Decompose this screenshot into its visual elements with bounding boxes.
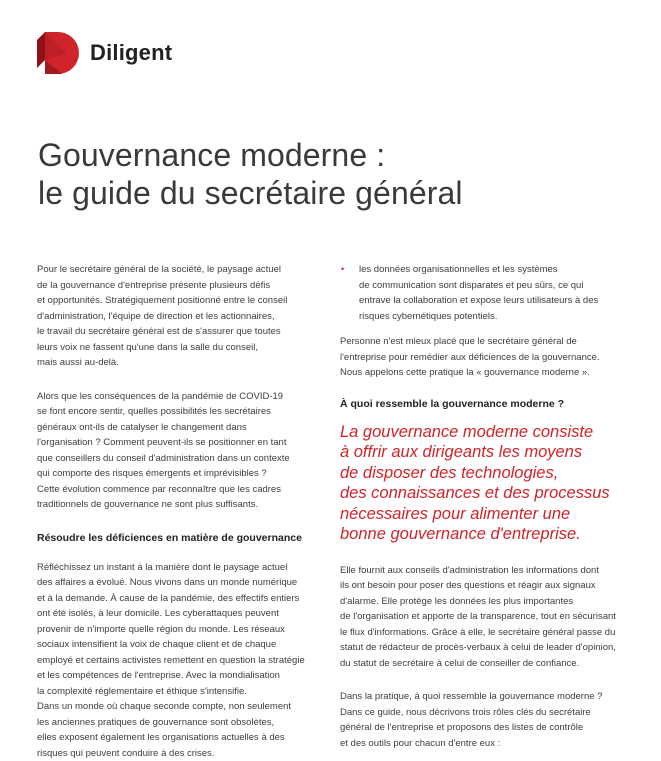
title-line: Gouvernance moderne : (38, 136, 463, 174)
text-line: généraux ont-ils de catalyser le changement dans (37, 420, 322, 436)
right-column (340, 262, 620, 751)
benefits-paragraph (340, 563, 620, 672)
page-title (38, 136, 463, 212)
text-line: sociaux intensifient la voix de chaque client et de chaque (37, 637, 322, 653)
text-line: de disposer des technologies, (340, 463, 620, 484)
pull-quote (340, 422, 620, 545)
text-line: nécessaires pour alimenter une (340, 504, 620, 525)
text-line: se font encore sentir, quelles possibilités les secrétaires (37, 404, 322, 420)
text-line: Pour le secrétaire général de la société, le paysage actuel (37, 262, 322, 278)
section-heading-modern-governance: À quoi ressemble la gouvernance moderne ? (340, 397, 620, 412)
left-column (37, 262, 322, 761)
text-line: la complexité réglementaire et éthique s'intensifie. (37, 684, 322, 700)
text-line: le travail du secrétaire général est de s'assurer que toutes (37, 324, 322, 340)
text-line: traditionnels de gouvernance ne sont plus suffisants. (37, 497, 322, 513)
text-line: du statut de secrétaire à celui de conseiller de confiance. (340, 656, 620, 672)
text-line: La gouvernance moderne consiste (340, 422, 620, 443)
text-line: l'entreprise pour remédier aux déficiences de la gouvernance. (340, 350, 620, 366)
brand-logo (37, 30, 172, 76)
text-line: employé et certains activistes remettent en question la stratégie (37, 653, 322, 669)
text-line: d'administration, l'équipe de direction et les actionnaires, (37, 309, 322, 325)
text-line: qui comporte des risques émergents et imprévisibles ? (37, 466, 322, 482)
text-line: Dans ce guide, nous décrivons trois rôles clés du secrétaire (340, 705, 620, 721)
text-line: de l'organisation et apporte de la transparence, tout en sécurisant (340, 609, 620, 625)
text-line: de communication sont disparates et peu sûrs, ce qui (359, 278, 620, 294)
text-line: et des outils pour chacun d'entre eux : (340, 736, 620, 752)
text-line: Personne n'est mieux placé que le secrétaire général de (340, 334, 620, 350)
section-heading-deficiencies: Résoudre les déficiences en matière de gouvernance (37, 531, 322, 546)
text-line: ont été isolés, à leur domicile. Les cyberattaques peuvent (37, 606, 322, 622)
text-line: risques qui peuvent conduire à des crises. (37, 746, 322, 761)
text-line: leurs voix ne fassent qu'une dans la salle du conseil, (37, 340, 322, 356)
text-line: des affaires a évolué. Nous vivons dans un monde numérique (37, 575, 322, 591)
text-line: que conseillers du conseil d'administration dans un contexte (37, 451, 322, 467)
text-line: des connaissances et des processus (340, 483, 620, 504)
guide-intro-paragraph (340, 689, 620, 751)
text-line: les données organisationnelles et les systèmes (359, 262, 620, 278)
intro-paragraph (37, 262, 322, 371)
text-line: le flux d'informations. Grâce à elle, le secrétaire général passe du (340, 625, 620, 641)
text-line: mais aussi au-delà. (37, 355, 322, 371)
text-line: et opportunités. Stratégiquement positionné entre le conseil (37, 293, 322, 309)
text-line: ils ont besoin pour poser des questions et réagir aux signaux (340, 578, 620, 594)
text-line: statut de rédacteur de procès-verbaux à celui de leader d'opinion, (340, 640, 620, 656)
covid-paragraph (37, 389, 322, 513)
bullet-icon: • (341, 262, 344, 278)
text-line: Elle fournit aux conseils d'administration les informations dont (340, 563, 620, 579)
text-line: risques cybernétiques potentiels. (359, 309, 620, 325)
text-line: les anciennes pratiques de gouvernance sont obsolètes, (37, 715, 322, 731)
text-line: Réfléchissez un instant à la manière dont le paysage actuel (37, 560, 322, 576)
text-line: d'alarme. Elle protège les données les plus importantes (340, 594, 620, 610)
text-line: Dans la pratique, à quoi ressemble la gouvernance moderne ? (340, 689, 620, 705)
text-line: entrave la collaboration et expose leurs utilisateurs à des (359, 293, 620, 309)
text-line: et à la demande. À cause de la pandémie, des effectifs entiers (37, 591, 322, 607)
modern-governance-paragraph (340, 334, 620, 381)
text-line: et les compétences de l'entreprise. Avec la mondialisation (37, 668, 322, 684)
text-line: bonne gouvernance d'entreprise. (340, 524, 620, 545)
bullet-item (340, 262, 620, 324)
bullet-text (359, 262, 620, 324)
brand-name: Diligent (90, 40, 172, 66)
title-line: le guide du secrétaire général (38, 174, 463, 212)
text-line: à offrir aux dirigeants les moyens (340, 442, 620, 463)
text-line: Nous appelons cette pratique la « gouvernance moderne ». (340, 365, 620, 381)
text-line: elles exposent également les organisations actuelles à des (37, 730, 322, 746)
text-line: Cette évolution commence par reconnaître que les cadres (37, 482, 322, 498)
text-line: provenir de n'importe quelle région du monde. Les réseaux (37, 622, 322, 638)
text-line: de la gouvernance d'entreprise présente plusieurs défis (37, 278, 322, 294)
text-line: Alors que les conséquences de la pandémie de COVID-19 (37, 389, 322, 405)
text-line: général de l'entreprise et proposons des listes de contrôle (340, 720, 620, 736)
diligent-logo-icon (37, 30, 81, 76)
landscape-paragraph (37, 560, 322, 761)
text-line: l'organisation ? Comment peuvent-ils se positionner en tant (37, 435, 322, 451)
text-line: Dans un monde où chaque seconde compte, non seulement (37, 699, 322, 715)
